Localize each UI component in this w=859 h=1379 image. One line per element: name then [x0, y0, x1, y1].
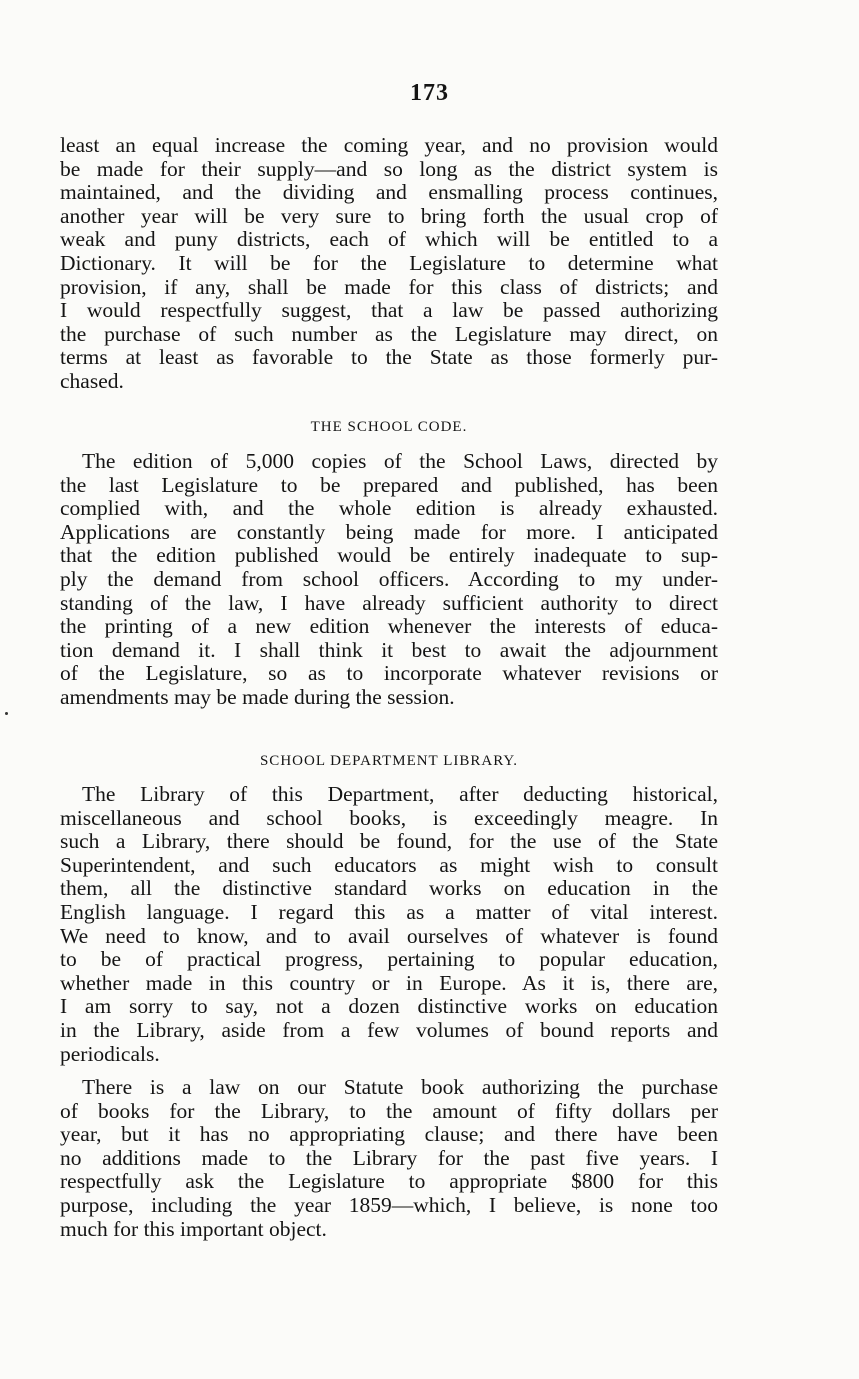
heading-school-code: THE SCHOOL CODE. [310, 419, 468, 435]
text-line: miscellaneous and school books, is exceedingly meagre. In [60, 805, 718, 830]
text-line: I am sorry to say, not a dozen distinctive works on education [60, 994, 718, 1019]
text-line: year, but it has no appropriating clause; and there have been [60, 1122, 718, 1147]
text-line: There is a law on our Statute book authorizing the purchase [82, 1075, 718, 1099]
text-line: amendments may be made during the session. [60, 684, 455, 709]
heading-school-department-library: SCHOOL DEPARTMENT LIBRARY. [259, 753, 519, 769]
text-line: I would respectfully suggest, that a law be passed authorizing [60, 298, 718, 323]
stray-ink-mark [5, 712, 8, 715]
text-line: another year will be very sure to bring forth the usual crop of [60, 203, 718, 228]
paragraph-provision [60, 134, 718, 394]
text-line: whether made in this country or in Europe. As it is, there are, [60, 970, 718, 995]
text-line: Dictionary. It will be for the Legislature to determine what [60, 250, 718, 275]
text-line: We need to know, and to avail ourselves of whatever is found [60, 923, 718, 948]
text-line: chased. [60, 368, 124, 393]
text-line: them, all the distinctive standard works on education in the [60, 876, 718, 901]
page-number: 173 [410, 80, 449, 106]
text-line: least an equal increase the coming year, and no provision would [60, 133, 718, 157]
text-line: be made for their supply—and so long as the district system is [60, 156, 718, 181]
text-line: Superintendent, and such educators as might wish to consult [60, 852, 718, 877]
text-line: Applications are constantly being made for more. I anticipated [60, 519, 718, 544]
text-line: The edition of 5,000 copies of the School Laws, directed by [82, 449, 718, 473]
text-line: the purchase of such number as the Legislature may direct, on [60, 321, 718, 346]
text-line: to be of practical progress, pertaining to popular education, [60, 947, 718, 972]
text-line: the printing of a new edition whenever the interests of educa- [60, 614, 718, 639]
text-line: standing of the law, I have already sufficient authority to direct [60, 590, 718, 615]
text-line: respectfully ask the Legislature to appropriate $800 for this [60, 1169, 718, 1194]
text-line: of the Legislature, so as to incorporate whatever revisions or [60, 661, 718, 686]
paragraph-library [60, 783, 718, 1066]
text-line: that the edition published would be entirely inadequate to sup- [60, 543, 718, 568]
text-line: weak and puny districts, each of which will be entitled to a [60, 227, 718, 252]
text-line: periodicals. [60, 1041, 160, 1066]
text-line: complied with, and the whole edition is already exhausted. [60, 496, 718, 521]
text-line: in the Library, aside from a few volumes of bound reports and [60, 1017, 718, 1042]
paragraph-appropriation [60, 1076, 718, 1241]
text-line: maintained, and the dividing and ensmalling process continues, [60, 180, 718, 205]
text-line: provision, if any, shall be made for this class of districts; and [60, 274, 718, 299]
text-line: much for this important object. [60, 1216, 327, 1241]
text-line: purpose, including the year 1859—which, I believe, is none too [60, 1192, 718, 1217]
text-line: no additions made to the Library for the past five years. I [60, 1145, 718, 1170]
text-line: the last Legislature to be prepared and published, has been [60, 472, 718, 497]
text-line: terms at least as favorable to the State as those formerly pur- [60, 345, 718, 370]
text-line: ply the demand from school officers. According to my under- [60, 566, 718, 591]
text-line: The Library of this Department, after deducting historical, [82, 782, 718, 806]
text-line: of books for the Library, to the amount of fifty dollars per [60, 1098, 718, 1123]
text-line: English language. I regard this as a matter of vital interest. [60, 899, 718, 924]
text-line: tion demand it. I shall think it best to await the adjournment [60, 637, 718, 662]
paragraph-school-code [60, 450, 718, 710]
text-line: such a Library, there should be found, for the use of the State [60, 829, 718, 854]
